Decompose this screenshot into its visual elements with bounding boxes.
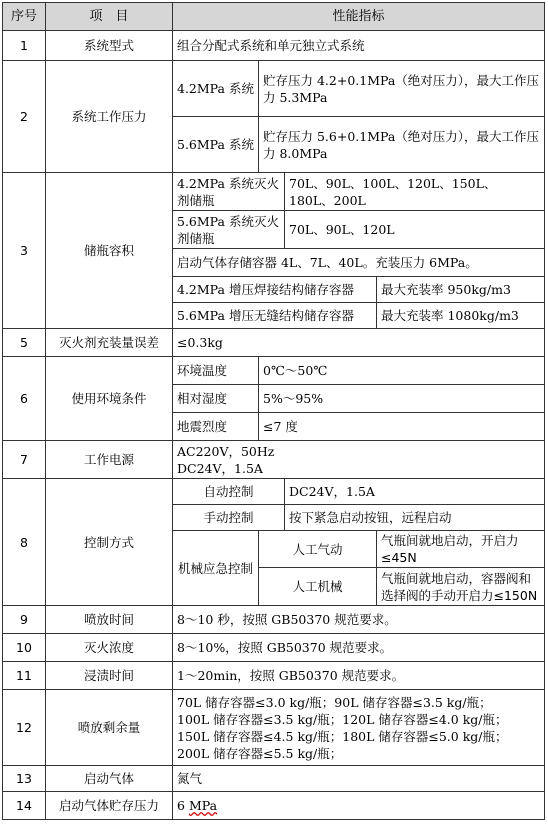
sub-value: 70L、90L、120L: [285, 211, 545, 249]
table-row: [3, 329, 545, 357]
sub-label: 4.2MPa 增压焊接结构储存容器: [173, 277, 377, 303]
row-value: [173, 441, 545, 479]
sub-label: 5.6MPa 系统灭火剂储瓶: [173, 211, 285, 249]
sub-value: ≤7 度: [259, 413, 545, 441]
sub-label: 5.6MPa 增压无缝结构储存容器: [173, 303, 377, 329]
sub-value: 气瓶间就地启动，容器阀和选择阀的手动开启力≤150N: [377, 568, 545, 606]
table-row: [3, 766, 545, 792]
row-number: 10: [3, 634, 46, 662]
sub-label: 5.6MPa 系统: [173, 117, 259, 173]
row-value: 1～20min，按照 GB50370 规范要求。: [173, 662, 545, 690]
row-item: 储瓶容积: [46, 173, 173, 329]
sub-value: 贮存压力 5.6+0.1MPa（绝对压力），最大工作压力 8.0MPa: [259, 117, 545, 173]
table-row: [3, 173, 545, 211]
sub-label: 相对湿度: [173, 385, 259, 413]
row-number: 9: [3, 606, 46, 634]
sub-label: 4.2MPa 系统灭火剂储瓶: [173, 173, 285, 211]
table-row: [3, 690, 545, 766]
spec-table: [2, 2, 545, 820]
sub-label: 环境温度: [173, 357, 259, 385]
row-number: 13: [3, 766, 46, 792]
value-line: 100L 储存容器≤3.5 kg/瓶；120L 储存容器≤4.0 kg/瓶；: [177, 711, 508, 727]
sub-label: 自动控制: [173, 479, 285, 505]
row-number: 2: [3, 61, 46, 173]
row-value: [173, 690, 545, 766]
table-row: [3, 662, 545, 690]
row-value: 8～10 秒，按照 GB50370 规范要求。: [173, 606, 545, 634]
row-number: 14: [3, 792, 46, 820]
sub-label: 人工机械: [259, 568, 377, 606]
value-line: DC24V，1.5A: [177, 460, 263, 476]
table-row: [3, 441, 545, 479]
row-item: 系统工作压力: [46, 61, 173, 173]
table-row: [3, 634, 545, 662]
sub-label: 机械应急控制: [173, 531, 259, 606]
row-item: 喷放时间: [46, 606, 173, 634]
row-number: 6: [3, 357, 46, 441]
sub-value: 5%～95%: [259, 385, 545, 413]
header-row: [3, 3, 545, 31]
sub-value: 70L、90L、100L、120L、150L、180L、200L: [285, 173, 545, 211]
header-item: 项 目: [46, 3, 173, 31]
value-line: 150L 储存容器≤4.5 kg/瓶；180L 储存容器≤5.0 kg/瓶；: [177, 728, 508, 744]
row-value: [173, 792, 545, 820]
table-row: [3, 61, 545, 117]
value-line: 70L 储存容器≤3.0 kg/瓶；90L 储存容器≤3.5 kg/瓶；: [177, 694, 492, 710]
row-item: 灭火浓度: [46, 634, 173, 662]
row-number: 7: [3, 441, 46, 479]
row-item: 控制方式: [46, 479, 173, 606]
row-item: 启动气体贮存压力: [46, 792, 173, 820]
sub-value: 启动气体存储容器 4L、7L、40L。充装压力 6MPa。: [173, 249, 545, 277]
sub-value: 0℃～50℃: [259, 357, 545, 385]
value-line: AC220V，50Hz: [177, 443, 275, 459]
table-row: [3, 357, 545, 385]
row-item: 喷放剩余量: [46, 690, 173, 766]
row-number: 3: [3, 173, 46, 329]
row-item: 工作电源: [46, 441, 173, 479]
row-value: 组合分配式系统和单元独立式系统: [173, 31, 545, 61]
table-row: [3, 31, 545, 61]
sub-value: DC24V，1.5A: [285, 479, 545, 505]
value-line: 200L 储存容器≤5.5 kg/瓶；: [177, 745, 343, 761]
row-item: 启动气体: [46, 766, 173, 792]
sub-value: 最大充装率 1080kg/m3: [377, 303, 545, 329]
row-number: 5: [3, 329, 46, 357]
row-value: 8～10%，按照 GB50370 规范要求。: [173, 634, 545, 662]
sub-value: 最大充装率 950kg/m3: [377, 277, 545, 303]
row-value: ≤0.3kg: [173, 329, 545, 357]
row-item: 灭火剂充装量误差: [46, 329, 173, 357]
sub-label: 地震烈度: [173, 413, 259, 441]
sub-label: 4.2MPa 系统: [173, 61, 259, 117]
table-row: [3, 792, 545, 820]
sub-label: 人工气动: [259, 531, 377, 568]
row-item: 浸渍时间: [46, 662, 173, 690]
row-value: 氮气: [173, 766, 545, 792]
sub-value: 贮存压力 4.2+0.1MPa（绝对压力），最大工作压力 5.3MPa: [259, 61, 545, 117]
sub-label: 手动控制: [173, 505, 285, 531]
row-item: 系统型式: [46, 31, 173, 61]
table-row: [3, 479, 545, 505]
row-number: 8: [3, 479, 46, 606]
header-spec: 性能指标: [173, 3, 545, 31]
header-no: 序号: [3, 3, 46, 31]
row-number: 1: [3, 31, 46, 61]
sub-value: 气瓶间就地启动，开启力≤45N: [377, 531, 545, 568]
value-number: 6: [177, 798, 189, 813]
sub-value: 按下紧急启动按钮，远程启动: [285, 505, 545, 531]
value-unit: MPa: [188, 798, 218, 813]
table-row: [3, 606, 545, 634]
row-number: 12: [3, 690, 46, 766]
row-item: 使用环境条件: [46, 357, 173, 441]
row-number: 11: [3, 662, 46, 690]
